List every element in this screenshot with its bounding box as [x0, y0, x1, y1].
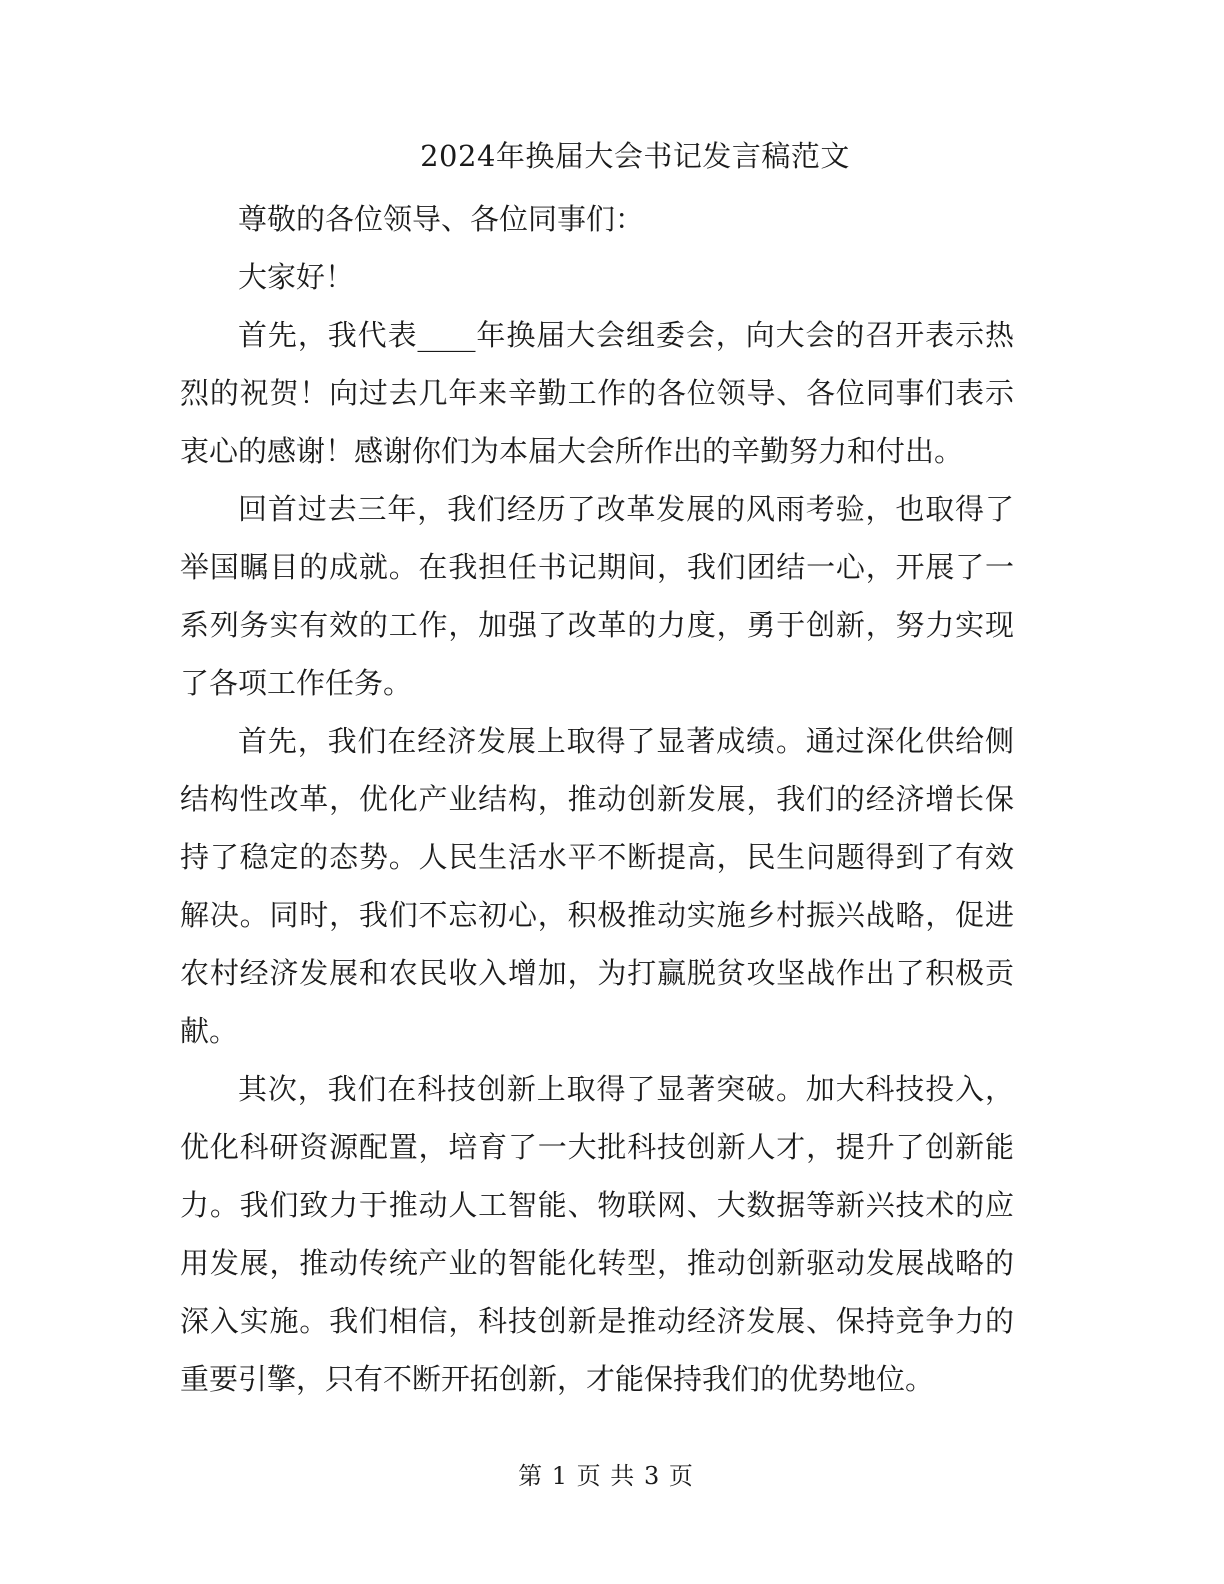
document-body [180, 190, 1014, 1408]
salutation-paragraph: 尊敬的各位领导、各位同事们： [238, 202, 645, 236]
body-paragraph: 回首过去三年，我们经历了改革发展的风雨考验，也取得了举国瞩目的成就。在我担任书记期间，我们团结一心，开展了一系列务实有效的工作，加强了改革的力度，勇于创新，努力实现了各项工作任务。 [180, 492, 1014, 700]
body-paragraph: 首先，我代表____年换届大会组委会，向大会的召开表示热烈的祝贺！向过去几年来辛勤工作的各位领导、各位同事们表示衷心的感谢！感谢你们为本届大会所作出的辛勤努力和付出。 [180, 318, 1014, 468]
page-number-footer: 第 1 页 共 3 页 [518, 1462, 694, 1490]
body-paragraph: 其次，我们在科技创新上取得了显著突破。加大科技投入，优化科研资源配置，培育了一大批科技创新人才，提升了创新能力。我们致力于推动人工智能、物联网、大数据等新兴技术的应用发展，推动传统产业的智能化转型，推动创新驱动发展战略的深入实施。我们相信，科技创新是推动经济发展、保持竞争力的重要引擎，只有不断开拓创新，才能保持我们的优势地位。 [180, 1072, 1014, 1396]
document-title: 2024年换届大会书记发言稿范文 [420, 139, 850, 173]
greeting-paragraph: 大家好！ [238, 260, 355, 294]
body-paragraph: 首先，我们在经济发展上取得了显著成绩。通过深化供给侧结构性改革，优化产业结构，推动创新发展，我们的经济增长保持了稳定的态势。人民生活水平不断提高，民生问题得到了有效解决。同时，我们不忘初心，积极推动实施乡村振兴战略，促进农村经济发展和农民收入增加，为打赢脱贫攻坚战作出了积极贡献。 [180, 724, 1014, 1048]
